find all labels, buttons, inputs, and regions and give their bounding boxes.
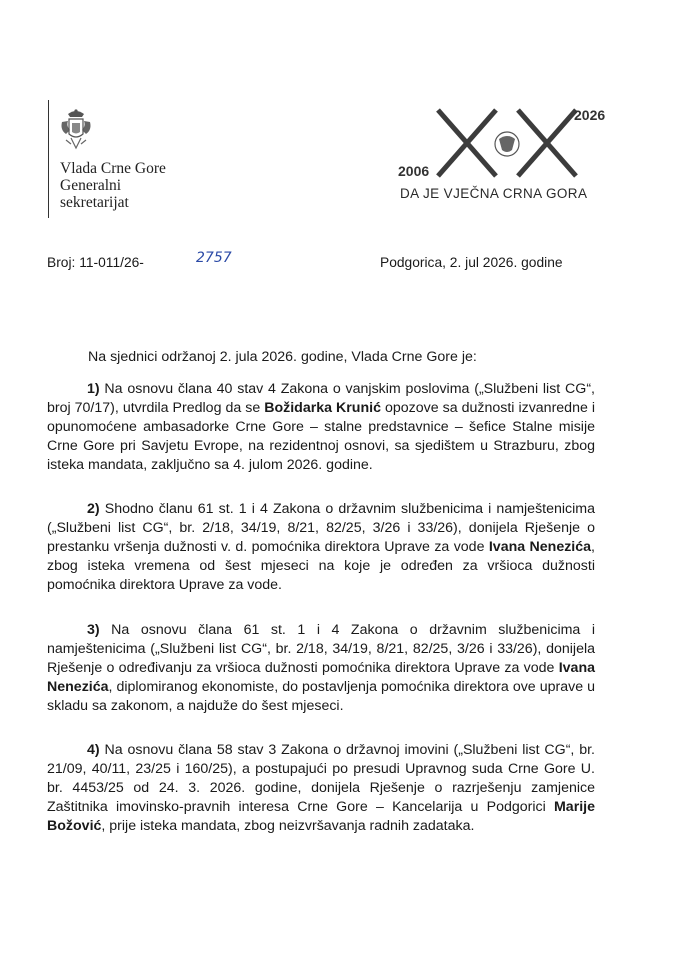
org-line-3: sekretarijat [60,194,129,211]
decision-item-1 [47,380,595,475]
item-text: Na osnovu člana 61 st. 1 i 4 Zakona o državnim službenicima i namještenicima („Službeni list CG“, br. 2/18, 34/19, 8/21, 82/25, 3/26 i 33/26), donijela Rješenje o određivanju za vršioca dužnosti pomoćnika direktora Uprave za vode [47,622,595,676]
item-number: 1) [87,381,100,397]
jubilee-motto: DA JE VJEČNA CRNA GORA [400,186,588,201]
decision-item-4 [47,741,595,836]
person-name: Marije Božović [47,799,595,834]
org-line-2: Generalni [60,177,122,194]
item-text: Na osnovu člana 58 stav 3 Zakona o državnoj imovini („Službeni list CG“, br. 21/09, 40/11, 23/25 i 160/25), a postupajući po presudi Upravnog suda Crne Gore U. br. 4453/25 od 24. 3. 2026. godine, donijela Rješenje o razrješenju zamjenice Zaštitnika imovinsko-pravnih interesa Crne Gore – Kancelarija u Podgorici [47,742,595,815]
coat-of-arms-icon [58,108,94,152]
org-line-1: Vlada Crne Gore [60,160,166,177]
handwritten-number: 2757 [196,250,232,266]
item-text: Shodno članu 61 st. 1 i 4 Zakona o državnim službenicima i namještenicima („Službeni list CG“, br. 2/18, 34/19, 8/21, 82/25, 3/26 i 33/26), donijela Rješenje o prestanku vršenja dužnosti v. d. pomoćnika direktora Uprave za vode [47,501,595,555]
organization-name [60,160,166,211]
reference-number-label: Broj: 11-011/26- [47,255,144,270]
item-number: 2) [87,501,100,517]
item-text: , prije isteka mandata, zbog neizvršavanja radnih zadataka. [101,818,475,834]
item-text: Na osnovu člana 40 stav 4 Zakona o vanjskim poslovima („Službeni list CG“, broj 70/17), utvrdila Predlog da se [47,381,595,416]
item-text: , diplomiranog ekonomiste, do postavljenja pomoćnika direktora ove uprave u skladu sa zakonom, a najduže do šest mjeseci. [47,679,595,714]
header-divider [48,100,49,218]
decision-item-2 [47,500,595,595]
item-text: opozove sa dužnosti izvanredne i opunomoćene ambasadorke Crne Gore – stalne predstavnice – šefice Stalne misije Crne Gore pri Savjetu Evrope, na rezidentnoj osnovi, sa sjedištem u Strazburu, zbog isteka mandata, zaključno sa 4. julom 2026. godine. [47,400,596,473]
decision-item-3 [47,621,595,716]
person-name: Božidarka Krunić [264,400,381,416]
place-and-date: Podgorica, 2. jul 2026. godine [380,255,563,270]
item-number: 3) [87,622,100,638]
intro-sentence: Na sjednici održanoj 2. jula 2026. godine, Vlada Crne Gore je: [88,349,477,365]
jubilee-year-end: 2026 [574,107,606,123]
item-number: 4) [87,742,100,758]
jubilee-year-start: 2006 [398,163,430,179]
item-text: , zbog isteka vremena od šest mjeseci na koje je određen za vršioca dužnosti pomoćnika direktora Uprave za vode. [47,539,595,593]
person-name: Ivana Nenezića [47,660,595,695]
person-name: Ivana Nenezića [488,539,592,555]
